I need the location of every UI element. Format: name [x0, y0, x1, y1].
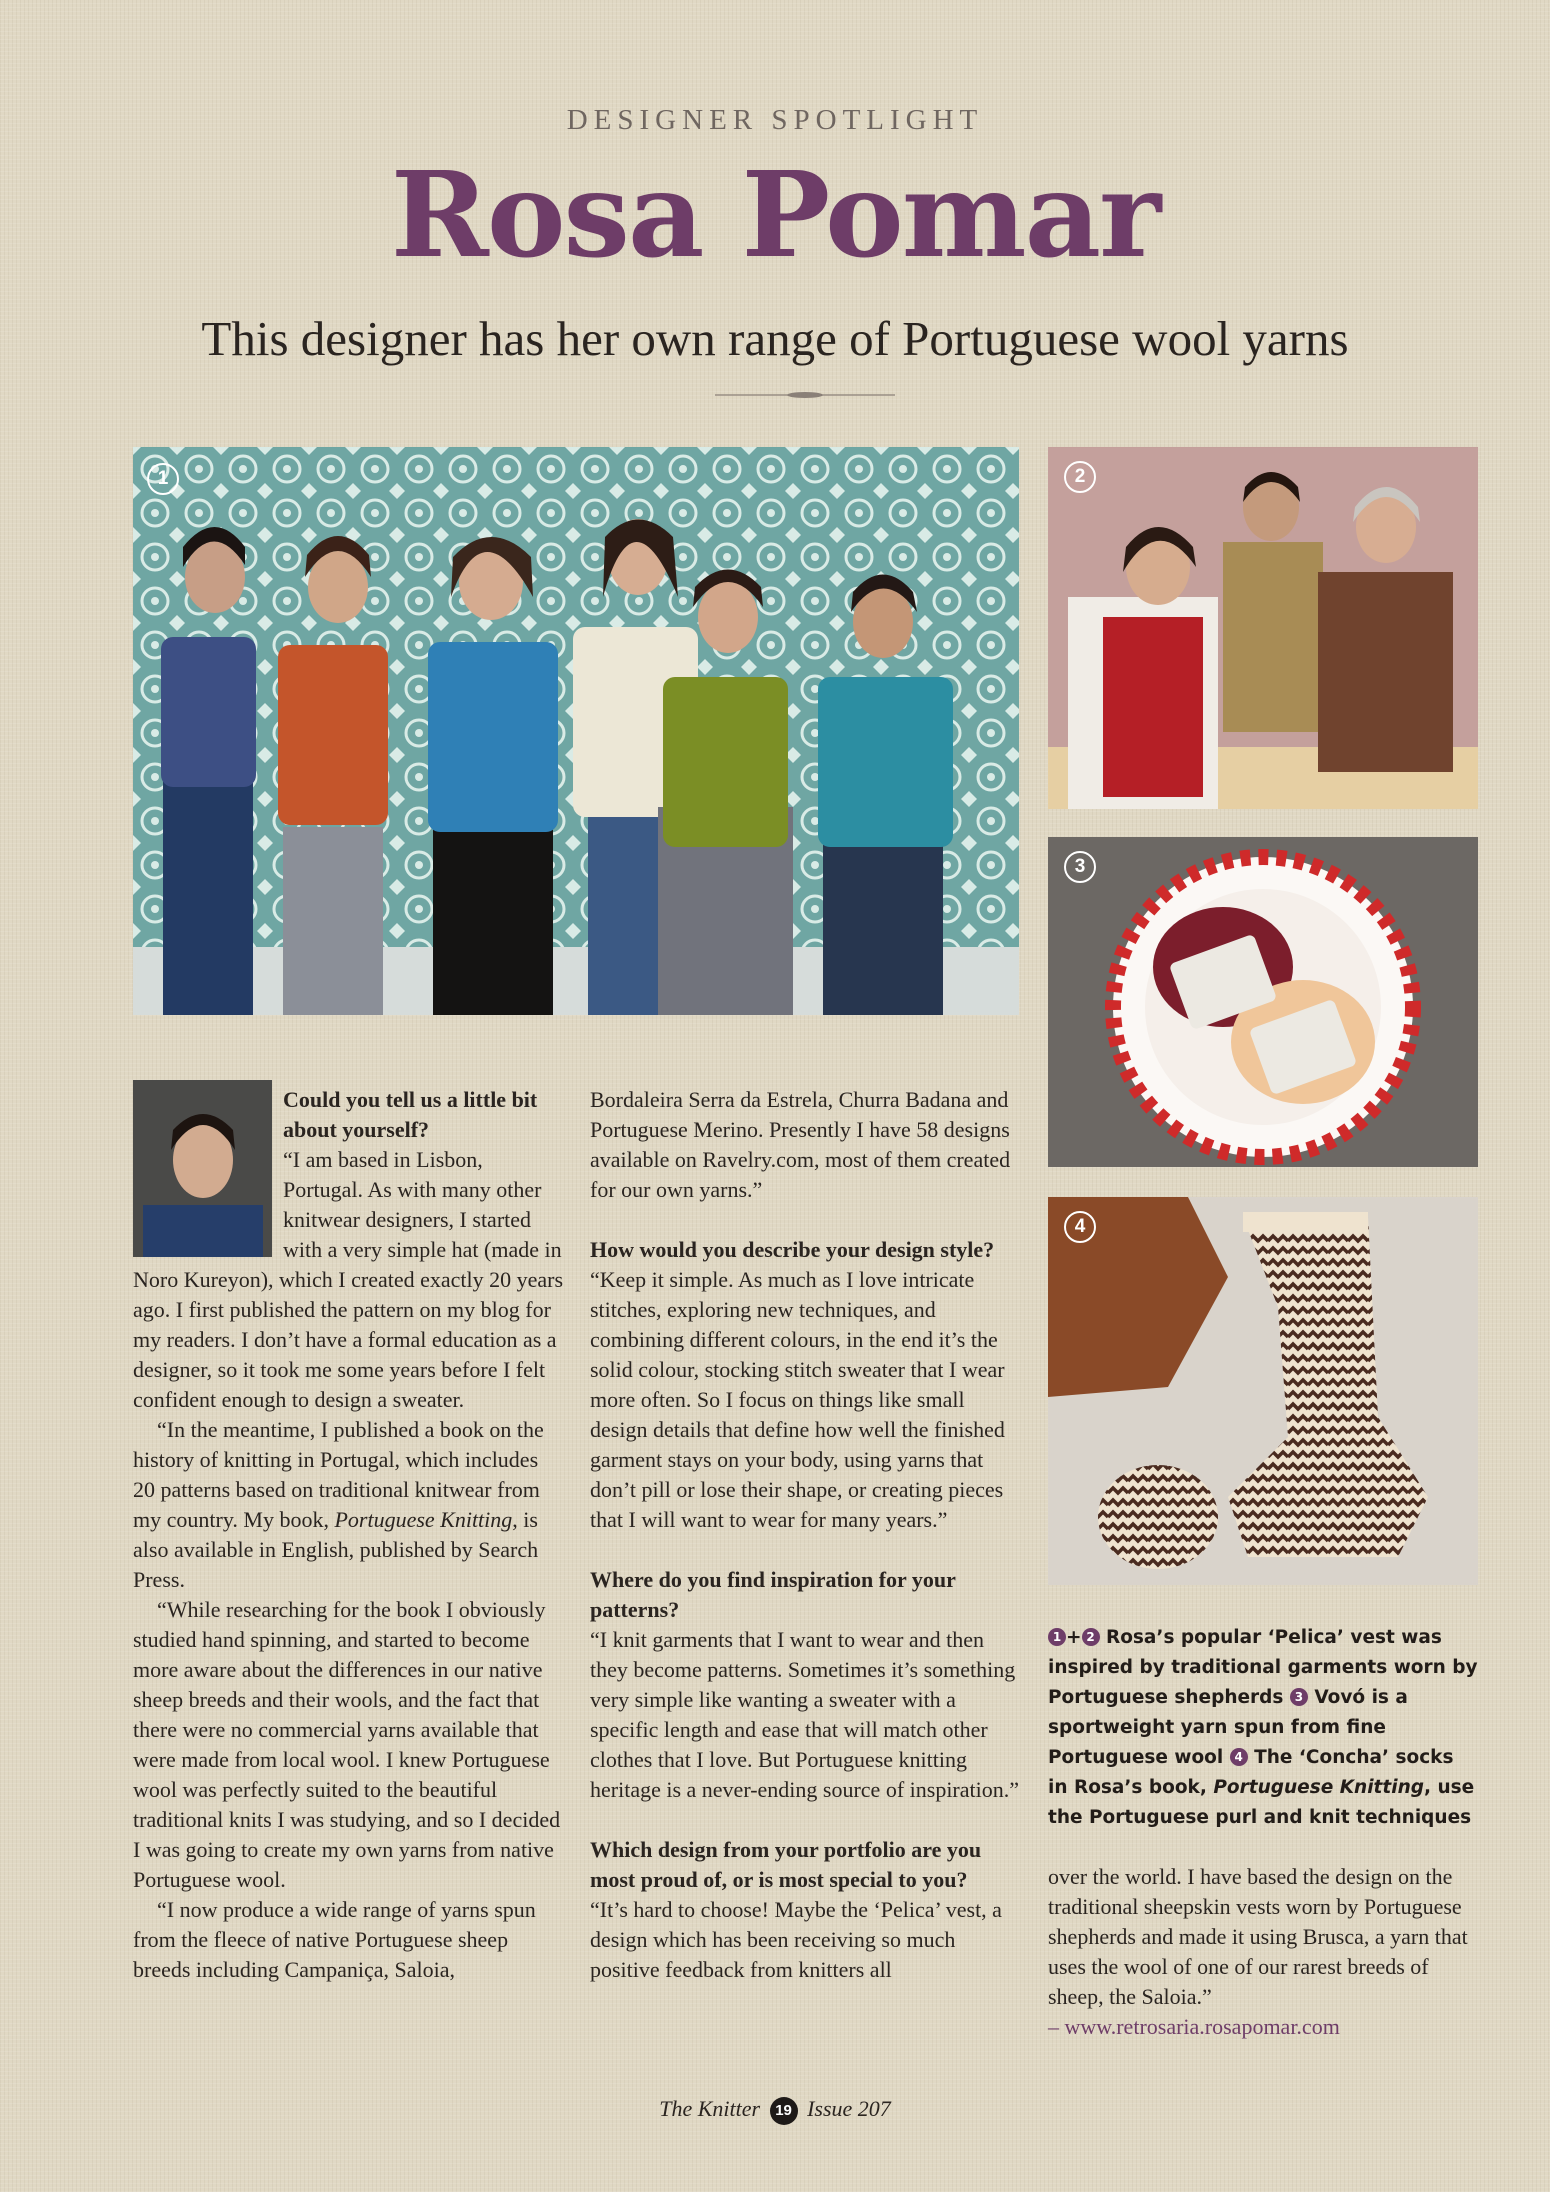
question-about-yourself: Could you tell us a little bit about yourself? [283, 1087, 538, 1142]
page-number: 19 [770, 2097, 798, 2125]
issue-number: Issue 207 [807, 2096, 891, 2121]
page-footer [0, 2096, 1550, 2125]
page-title: Rosa Pomar [390, 145, 1160, 284]
photo-socks [1048, 1197, 1478, 1585]
photo-group-vests [133, 447, 1019, 1015]
caption-number: 1 [1048, 1628, 1066, 1646]
answer-paragraph: “I knit garments that I want to wear and then they become patterns. Sometimes it’s something very simple like wanting a sweater with a specific length and ease that will match other clothes that I love. But Portuguese knitting heritage is a never-ending source of inspiration.” [590, 1627, 1020, 1802]
photo-number-4: 4 [1064, 1211, 1096, 1243]
answer-paragraph: “While researching for the book I obviously studied hand spinning, and started to become more aware about the differences in our native sheep breeds and their wools, and the fact that there were no commercial yarns available that were made from local wool. I knew Portuguese wool was perfectly suited to the beautiful traditional knits I was studying, and so I decided I was going to create my own yarns from native Portuguese wool. [133, 1597, 561, 1892]
photo-yarn-plate [1048, 837, 1478, 1167]
caption-number: 2 [1082, 1628, 1100, 1646]
question-inspiration: Where do you find inspiration for your patterns? [590, 1567, 956, 1622]
question-design-style: How would you describe your design style? [590, 1237, 995, 1262]
magazine-name: The Knitter [659, 2096, 761, 2121]
answer-paragraph: “Keep it simple. As much as I love intricate stitches, exploring new techniques, and combining different colours, in the end it’s the solid colour, stocking stitch sweater that I wear more often. So I focus on things like small design details that define how well the finished garment stays on your body, using yarns that don’t pill or lose their shape, or creating pieces that I will want to wear for many years.” [590, 1267, 1005, 1532]
photo-shop-people [1048, 447, 1478, 809]
caption-number: 3 [1290, 1688, 1308, 1706]
answer-paragraph: “It’s hard to choose! Maybe the ‘Pelica’ vest, a design which has been receiving so much positive feedback from knitters all [590, 1897, 1002, 1982]
website-link[interactable]: – www.retrosaria.rosapomar.com [1048, 2014, 1340, 2039]
book-title: Portuguese Knitting [334, 1507, 513, 1532]
section-kicker: DESIGNER SPOTLIGHT [566, 104, 984, 136]
ornament-divider [715, 390, 895, 400]
answer-paragraph: “I now produce a wide range of yarns spun from the fleece of native Portuguese sheep breeds including Campaniça, Saloia, [133, 1897, 536, 1982]
photo-caption: 1 + 2 Rosa’s popular ‘Pelica’ vest was inspired by traditional garments worn by Portuguese shepherds 3 Vovó is a sportweight yarn spun from fine Portuguese wool 4 The ‘Concha’ socks in Rosa’s book, Portuguese Knitting, use the Portuguese purl and knit techniques [1048, 1627, 1478, 1828]
photo-number-2: 2 [1064, 461, 1096, 493]
answer-paragraph: Bordaleira Serra da Estrela, Churra Badana and Portuguese Merino. Presently I have 58 designs available on Ravelry.com, most of them created for our own yarns.” [590, 1087, 1011, 1202]
article-column-3 [1048, 1862, 1480, 2042]
article-column-1 [133, 1085, 565, 1985]
photo-number-3: 3 [1064, 851, 1096, 883]
page-subtitle: This designer has her own range of Portuguese wool yarns [201, 311, 1349, 366]
answer-paragraph: over the world. I have based the design on the traditional sheepskin vests worn by Portuguese shepherds and made it using Brusca, a yarn that uses the wool of one of our rarest breeds of sheep, the Saloia.” [1048, 1864, 1468, 2009]
article-column-2 [590, 1085, 1022, 1985]
photo-number-1: 1 [147, 463, 179, 495]
caption-number: 4 [1230, 1748, 1248, 1766]
answer-paragraph: “I am based in Lisbon, Portugal. As with many other knitwear designers, I started with a very simple hat (made in Noro Kureyon), which I created exactly 20 years ago. I first published the pattern on my blog for my readers. I don’t have a formal education as a designer, so it took me some years before I felt confident enough to design a sweater. [133, 1147, 564, 1412]
answer-paragraph: “In the meantime, I published a book on the history of knitting in Portugal, which includes 20 patterns based on traditional knitwear from my country. My book, Portuguese Knitting, is also available in English, published by Search Press. [133, 1417, 544, 1592]
question-proudest-design: Which design from your portfolio are you most proud of, or is most special to you? [590, 1837, 982, 1892]
